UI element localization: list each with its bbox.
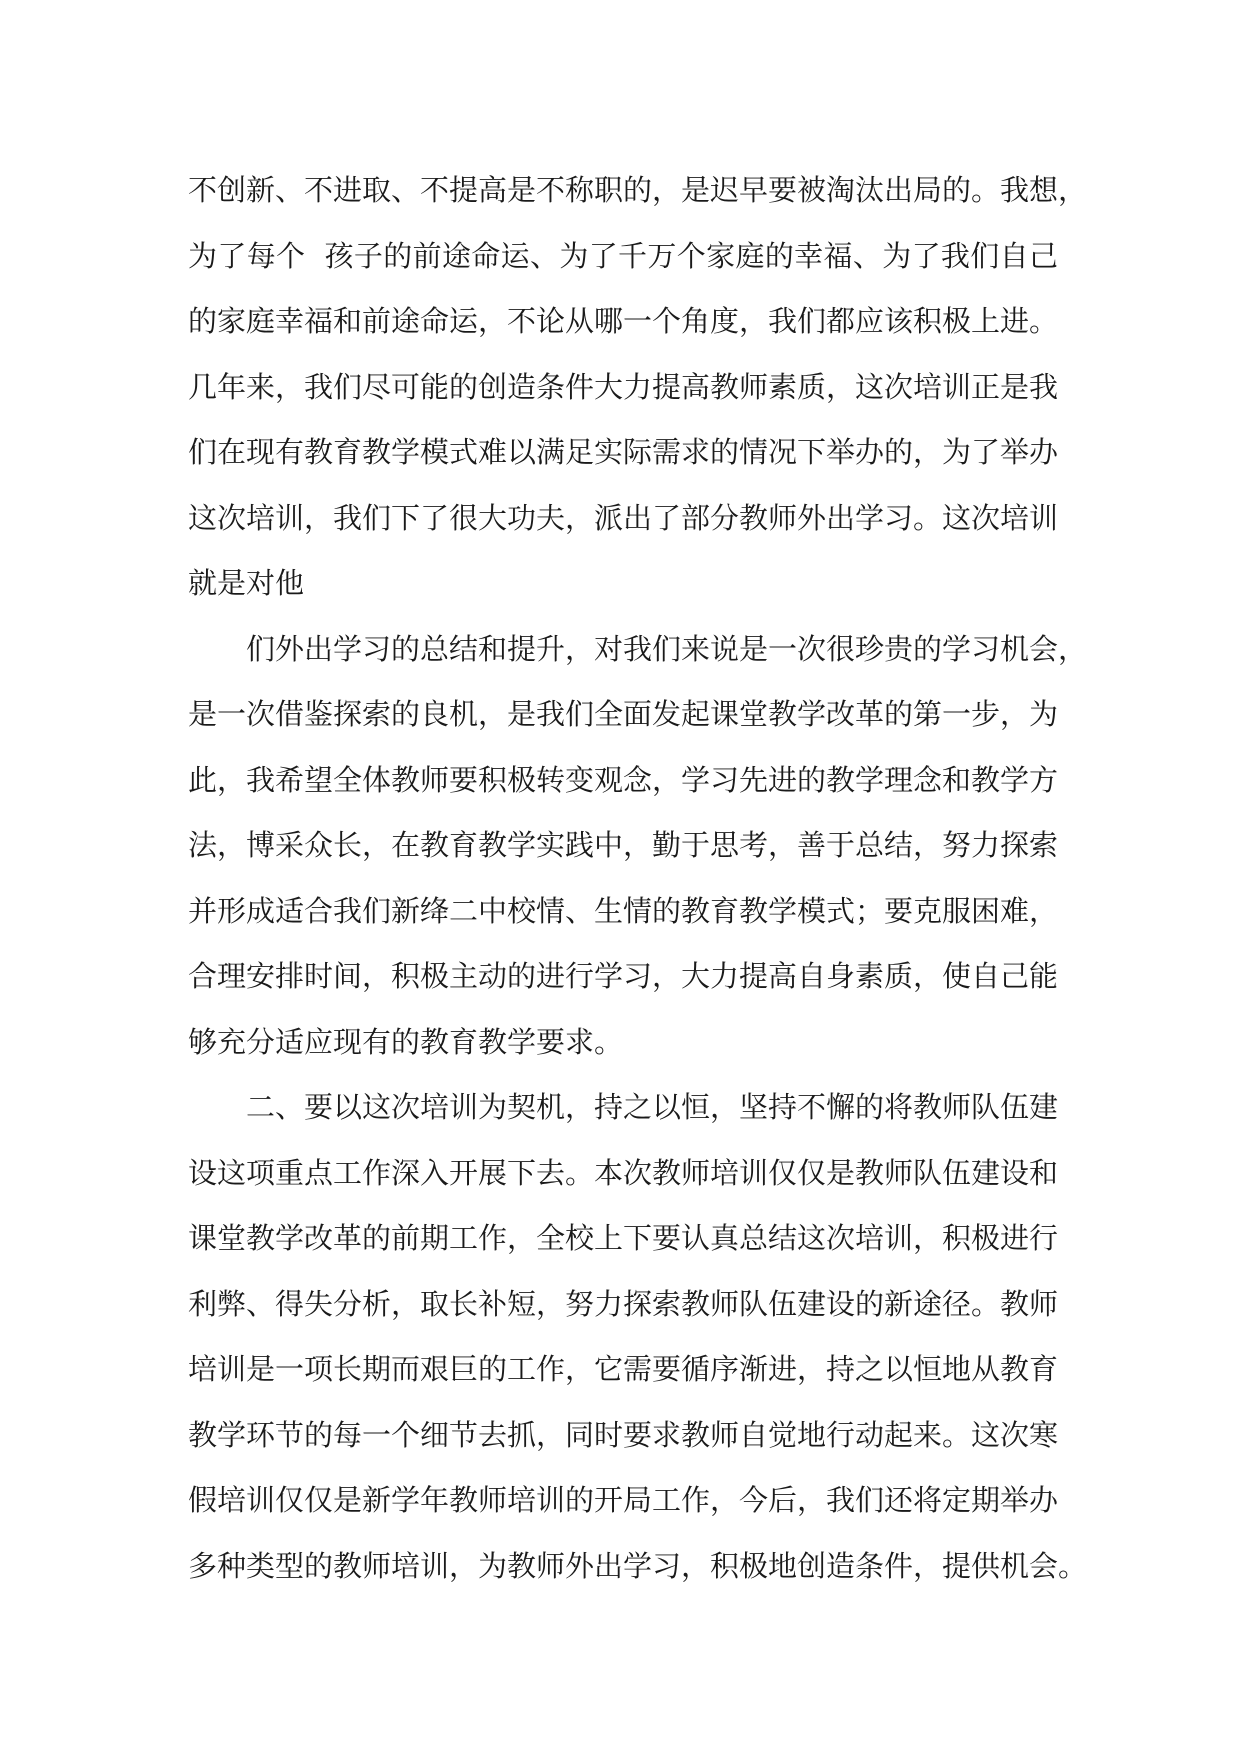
text-line-18: 利弊、得失分析，取长补短，努力探索教师队伍建设的新途径。教师 (188, 1286, 1059, 1321)
text-line-17: 课堂教学改革的前期工作，全校上下要认真总结这次培训，积极进行 (188, 1221, 1059, 1255)
text-line-9: 是一次借鉴探索的良机，是我们全面发起课堂教学改革的第一步，为 (188, 697, 1059, 731)
body-text (188, 158, 1088, 1599)
text-line-20: 教学环节的每一个细节去抓，同时要求教师自觉地行动起来。这次寒 (188, 1417, 1059, 1452)
text-line-22: 多种类型的教师培训，为教师外出学习，积极地创造条件，提供机会。 (188, 1548, 1088, 1583)
text-line-13: 合理安排时间，积极主动的进行学习，大力提高自身素质，使自己能 (188, 959, 1059, 993)
text-line-19: 培训是一项长期而艰巨的工作，它需要循序渐进，持之以恒地从教育 (188, 1352, 1059, 1386)
text-line-7: 就是对他 (188, 566, 305, 600)
text-line-16: 设这项重点工作深入开展下去。本次教师培训仅仅是教师队伍建设和 (188, 1155, 1059, 1190)
text-line-2: 为了每个 孩子的前途命运、为了千万个家庭的幸福、为了我们自己 (188, 238, 1058, 273)
text-line-10: 此，我希望全体教师要积极转变观念，学习先进的教学理念和教学方 (188, 762, 1059, 797)
text-line-15: 二、要以这次培训为契机，持之以恒，坚持不懈的将教师队伍建 (246, 1090, 1059, 1124)
text-line-5: 们在现有教育教学模式难以满足实际需求的情况下举办的，为了举办 (188, 435, 1059, 469)
text-line-12: 并形成适合我们新绛二中校情、生情的教育教学模式；要克服困难， (188, 893, 1059, 928)
text-line-11: 法，博采众长，在教育教学实践中，勤于思考，善于总结，努力探索 (188, 828, 1059, 862)
text-line-4: 几年来，我们尽可能的创造条件大力提高教师素质，这次培训正是我 (188, 369, 1059, 404)
text-line-1: 不创新、不进取、不提高是不称职的，是迟早要被淘汰出局的。我想， (188, 173, 1088, 207)
text-line-8: 们外出学习的总结和提升，对我们来说是一次很珍贵的学习机会， (246, 631, 1088, 666)
text-line-3: 的家庭幸福和前途命运，不论从哪一个角度，我们都应该积极上进。 (188, 304, 1059, 338)
text-line-21: 假培训仅仅是新学年教师培训的开局工作，今后，我们还将定期举办 (188, 1483, 1059, 1517)
text-line-14: 够充分适应现有的教育教学要求。 (188, 1024, 624, 1059)
text-line-6: 这次培训，我们下了很大功夫，派出了部分教师外出学习。这次培训 (188, 500, 1059, 535)
